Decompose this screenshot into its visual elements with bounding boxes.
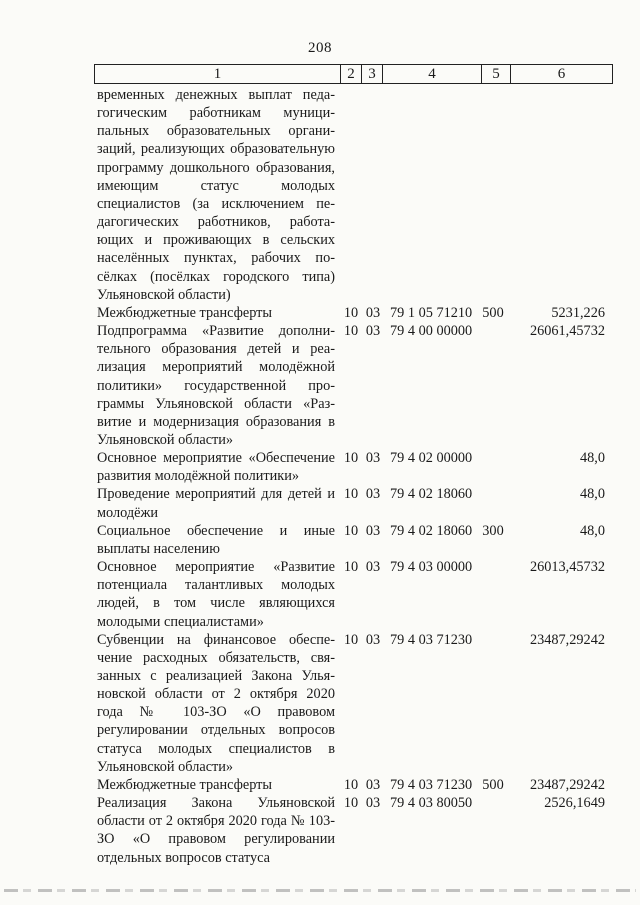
row-pr: 03 [365,795,381,812]
row-description: Межбюджетные трансферты [97,304,273,321]
row-pr: 03 [365,450,381,467]
table-body [0,86,640,867]
row-description: Социальное обеспечение и иные выплаты населению [97,522,335,557]
row-sum: 26061,45732 [529,323,605,340]
row-csr: 79 4 03 00000 [390,559,473,576]
row-rz: 10 [343,522,359,539]
row-csr: 79 4 03 80050 [390,795,473,812]
row-csr: 79 4 02 18060 [390,522,473,539]
scan-edge-artifact [4,889,636,892]
table-row [0,304,640,322]
table-row [0,776,640,794]
table-row [0,522,640,558]
table-row [0,558,640,631]
row-pr: 03 [365,304,381,321]
row-vr: 500 [482,304,504,321]
header-col-5: 5 [482,65,511,84]
row-rz: 10 [343,559,359,576]
header-col-1: 1 [95,65,341,84]
row-description: Основное мероприятие «Развитие потенциала талантливых молодых людей, в том числе являющихся молодыми специалистами» [97,559,335,630]
header-col-2: 2 [341,65,362,84]
header-col-6: 6 [511,65,613,84]
table-row [0,794,640,867]
row-pr: 03 [365,776,381,793]
row-csr: 79 4 03 71230 [390,776,473,793]
table-row [0,322,640,449]
table-row [0,86,640,304]
table-row [0,631,640,776]
row-pr: 03 [365,522,381,539]
row-rz: 10 [343,304,359,321]
row-csr: 79 4 02 18060 [390,486,473,503]
row-sum: 2526,1649 [544,795,605,812]
row-sum: 48,0 [579,486,605,503]
row-description: Межбюджетные трансферты [97,776,273,793]
row-sum: 5231,226 [551,304,605,321]
table-row [0,449,640,485]
row-rz: 10 [343,323,359,340]
row-rz: 10 [343,450,359,467]
table-header [94,64,613,84]
row-vr: 500 [482,776,504,793]
row-description: Субвенции на финансовое обеспечение расходных обязательств, связанных с реализацией Закона Ульяновской области от 2 октября 2020 года № 103-ЗО «О правовом регулировании отдельных вопросов статуса молодых специалистов в Ульяновской области» [97,631,335,775]
row-description: временных денежных выплат педагогическим работникам муниципальных образовательных организаций, реализующих образовательную программу дошкольного образования, имеющим статус молодых специалистов (за исключением педагогических работников, работающих и проживающих в сельских населённых пунктах, рабочих посёлках (посёлках городского типа) Ульяновской области) [97,87,335,303]
table-row [0,485,640,521]
row-csr: 79 4 00 00000 [390,323,473,340]
header-col-3: 3 [362,65,383,84]
row-sum: 23487,29242 [529,631,605,648]
row-pr: 03 [365,559,381,576]
header-col-4: 4 [383,65,482,84]
row-description: Реализация Закона Ульяновской области от 2 октября 2020 года № 103-ЗО «О правовом регулировании отдельных вопросов статуса [97,795,335,866]
row-description: Подпрограмма «Развитие дополнительного образования детей и реализация мероприятий молодёжной политики» государственной программы Ульяновской области «Развитие и модернизация образования в Ульяновской области» [97,323,335,448]
row-rz: 10 [343,631,359,648]
row-sum: 48,0 [579,450,605,467]
row-csr: 79 4 02 00000 [390,450,473,467]
row-rz: 10 [343,776,359,793]
row-description: Проведение мероприятий для детей и молодёжи [97,486,335,521]
row-csr: 79 4 03 71230 [390,631,473,648]
row-sum: 48,0 [579,522,605,539]
row-rz: 10 [343,795,359,812]
row-description: Основное мероприятие «Обеспечение развития молодёжной политики» [97,450,335,485]
row-pr: 03 [365,486,381,503]
row-rz: 10 [343,486,359,503]
row-csr: 79 1 05 71210 [390,304,473,321]
row-sum: 23487,29242 [529,776,605,793]
row-sum: 26013,45732 [529,559,605,576]
row-pr: 03 [365,323,381,340]
row-vr: 300 [482,522,504,539]
row-pr: 03 [365,631,381,648]
page-number: 208 [308,40,332,56]
